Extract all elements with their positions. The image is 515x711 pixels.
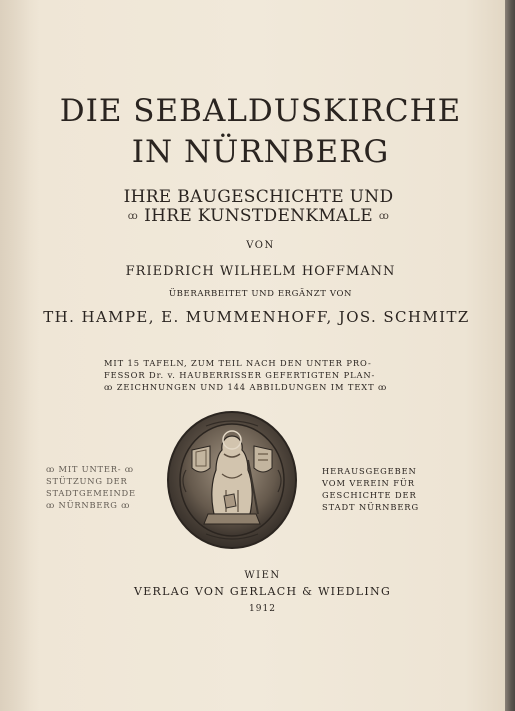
author-name: FRIEDRICH WILHELM HOFFMANN — [125, 264, 396, 279]
imprint-year: 1912 — [249, 604, 276, 614]
plates-text-line-3: ꝏ ZEICHNUNGEN UND 144 ABBILDUNGEN IM TEXT ꝏ — [104, 382, 388, 392]
imprint-place: WIEN — [244, 570, 281, 581]
support-text-line-2: STÜTZUNG DER — [46, 476, 128, 486]
ornament-right-icon: ꝏ — [378, 211, 390, 222]
title-line-1: DIE SEBALDUSKIRCHE — [59, 93, 462, 129]
imprint-publisher: VERLAG VON GERLACH & WIEDLING — [133, 585, 392, 598]
subtitle-line-1: IHRE BAUGESCHICHTE UND — [123, 187, 394, 207]
plates-text-line-2: FESSOR Dr. v. HAUBERRISSER GEFERTIGTEN PLAN- — [104, 370, 376, 380]
publisher-note-line-4: STADT NÜRNBERG — [322, 502, 419, 512]
revised-by-label: ÜBERARBEITET UND ERGÄNZT VON — [168, 289, 353, 299]
ornament-left-icon: ꝏ — [127, 211, 139, 222]
support-text-line-1: ꝏ MIT UNTER- ꝏ — [46, 464, 134, 474]
title-line-2: IN NÜRNBERG — [131, 134, 390, 170]
plates-text-line-1: MIT 15 TAFELN, ZUM TEIL NACH DEN UNTER PRO- — [104, 358, 372, 368]
publisher-note-line-3: GESCHICHTE DER — [322, 490, 417, 500]
support-text-line-4: ꝏ NÜRNBERG ꝏ — [46, 500, 131, 510]
subtitle-line-2-text: IHRE KUNSTDENKMALE — [144, 206, 373, 226]
book-edge — [505, 0, 515, 711]
editors-names: TH. HAMPE, E. MUMMENHOFF, JOS. SCHMITZ — [43, 308, 470, 326]
support-text-line-3: STADTGEMEINDE — [46, 488, 136, 498]
subtitle-line-2 — [6, 206, 505, 226]
publisher-note-line-1: HERAUSGEGEBEN — [322, 466, 417, 476]
von-label: VON — [246, 240, 275, 251]
publisher-note-line-2: VOM VEREIN FÜR — [322, 478, 415, 488]
seal-of-saint-sebaldus-icon — [166, 410, 298, 550]
